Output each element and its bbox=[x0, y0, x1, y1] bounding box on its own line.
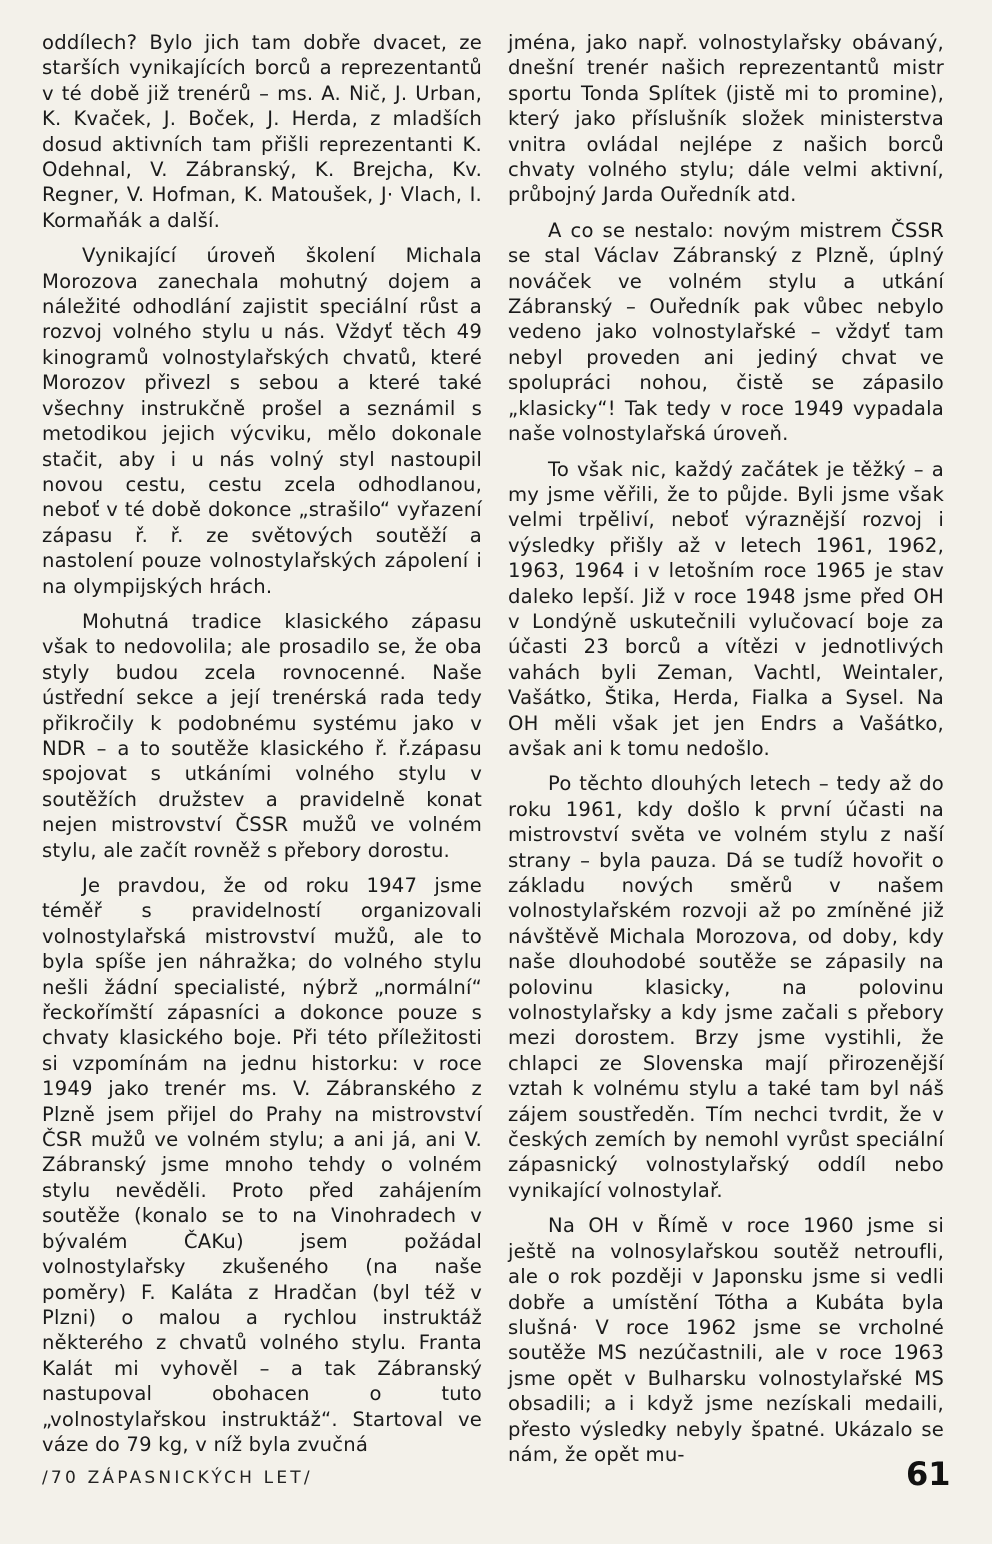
paragraph: Mohutná tradice klasického zápasu však to nedovolila; ale prosadilo se, že oba styly budou zcela rovnocenné. Naše ústřední sekce a její trenérská rada tedy přikročily k podobnému systému jako v NDR – a to soutěže klasického ř. ř.zápasu spojovat s utkáními volného stylu v soutěžích družstev a pravidelně konat nejen mistrovství ČSSR mužů ve volném stylu, ale začít rovněž s přebory dorostu. bbox=[42, 609, 482, 862]
paragraph: jména, jako např. volnostylařsky obávaný, dnešní trenér našich reprezentantů mistr sportu Tonda Splítek (jistě mi to promine), který jako příslušník složek ministerstva vnitra ovládal nejlépe z našich borců chvaty volného stylu; dále velmi aktivní, průbojný Jarda Ouředník atd. bbox=[508, 31, 944, 207]
paragraph: Po těchto dlouhých letech – tedy až do roku 1961, kdy došlo k první účasti na mistrovství světa ve volném stylu z naší strany – byla pauza. Dá se tudíž hovořit o základu nových směrů v našem volnostylařském rozvoji až po zmíněné již návštěvě Michala Morozova, od doby, kdy naše dlouhodobé soutěže se zápasily na polovinu klasicky, na polovinu volnostylařsky a kdy jsme začali s přebory mezi dorostem. Brzy jsme vystihli, že chlapci ze Slovenska mají přirozenější vztah k volnému stylu a také tam byl náš zájem soustředěn. Tím nechci tvrdit, že v českých zemích by nemohl vyrůst speciální zápasnický volnostylařský oddíl nebo vynikající volnostylař. bbox=[508, 772, 944, 1202]
paragraph: Vynikající úroveň školení Michala Morozova zanechala mohutný dojem a náležité odhodlání zajistit speciální růst a rozvoj volného stylu u nás. Vždyť těch 49 kinogramů volnostylařských chvatů, které Morozov přivezl s sebou a které také všechny instrukčně prošel a seznámil s metodikou jejich výcviku, mělo dokonale stačit, aby i u nás volný styl nastoupil novou cestu, cestu zcela odhodlanou, neboť v té době dokonce „strašilo“ vyřazení zápasu ř. ř. ze světových soutěží a nastolení pouze volnostylařských zápolení i na olympijských hrách. bbox=[42, 244, 482, 598]
right-text-column bbox=[508, 30, 944, 1477]
paragraph: A co se nestalo: novým mistrem ČSSR se stal Václav Zábranský z Plzně, úplný nováček ve volném stylu a utkání Zábranský – Ouředník pak vůbec nebylo vedeno jako volnostylařské – vždyť tam nebyl proveden ani jediný chvat ve spolupráci nohou, čistě se zápasilo „klasicky“! Tak tedy v roce 1949 vypadala naše volnostylařská úroveň. bbox=[508, 218, 944, 446]
paragraph: Na OH v Římě v roce 1960 jsme si ještě na volnosylařskou soutěž netroufli, ale o rok později v Japonsku jsme si vedli dobře a umístění Tótha a Kubáta byla slušná· V roce 1962 jsme se vrcholné soutěže MS nezúčastnili, ale v roce 1963 jsme opět v Bulharsku volnostylařské MS obsadili; a i když jsme nezískali medaili, přesto výsledky nebyly špatné. Ukázalo se nám, že opět mu- bbox=[508, 1214, 944, 1466]
running-title: /70 ZÁPASNICKÝCH LET/ bbox=[42, 1468, 313, 1488]
page-number: 61 bbox=[906, 1455, 951, 1493]
paragraph: oddílech? Bylo jich tam dobře dvacet, ze starších vynikajících borců a reprezentantů v té době již trenérů – ms. A. Nič, J. Urban, K. Kvaček, J. Boček, J. Herda, z mladších dosud aktivních tam přišli reprezentanti K. Odehnal, V. Zábranský, K. Brejcha, Kv. Regner, V. Hofman, K. Matoušek, J· Vlach, I. Kormaňák a další. bbox=[42, 31, 482, 232]
paragraph: To však nic, každý začátek je těžký – a my jsme věřili, že to půjde. Byli jsme však velmi trpěliví, neboť výraznější rozvoj i výsledky přišly až v letech 1961, 1962, 1963, 1964 i v letošním roce 1965 je stav daleko lepší. Již v roce 1948 jsme před OH v Londýně uskutečnili vylučovací boje za účasti 23 borců a vítězi v jednotlivých vahách byli Zeman, Vachtl, Weintaler, Vašátko, Štika, Herda, Fialka a Sysel. Na OH měli však jet jen Endrs a Vašátko, avšak ani k tomu nedošlo. bbox=[508, 457, 944, 760]
paragraph: Je pravdou, že od roku 1947 jsme téměř s pravidelností organizovali volnostylařská mistrovství mužů, ale to byla spíše jen náhražka; do volného stylu nešli žádní specialisté, nýbrž „normální“ řeckořímští zápasníci a dokonce pouze s chvaty klasického boje. Při této příležitosti si vzpomínám na jednu historku: v roce 1949 jako trenér ms. V. Zábranského z Plzně jsem přijel do Prahy na mistrovství ČSR mužů ve volném stylu; a ani já, ani V. Zábranský jsme mnoho tehdy o volném stylu nevěděli. Proto před zahájením soutěže (konalo se to na Vinohradech v bývalém ČAKu) jsem požádal volnostylařsky zkušeného (na naše poměry) F. Kaláta z Hradčan (byl též v Plzni) o malou a rychlou instruktáž některého z chvatů volného stylu. Franta Kalát mi vyhověl – a tak Zábranský nastupoval obohacen o tuto „volnostylařskou instruktáž“. Startoval ve váze do 79 kg, v níž byla zvučná bbox=[42, 874, 482, 1456]
left-text-column bbox=[42, 30, 482, 1467]
